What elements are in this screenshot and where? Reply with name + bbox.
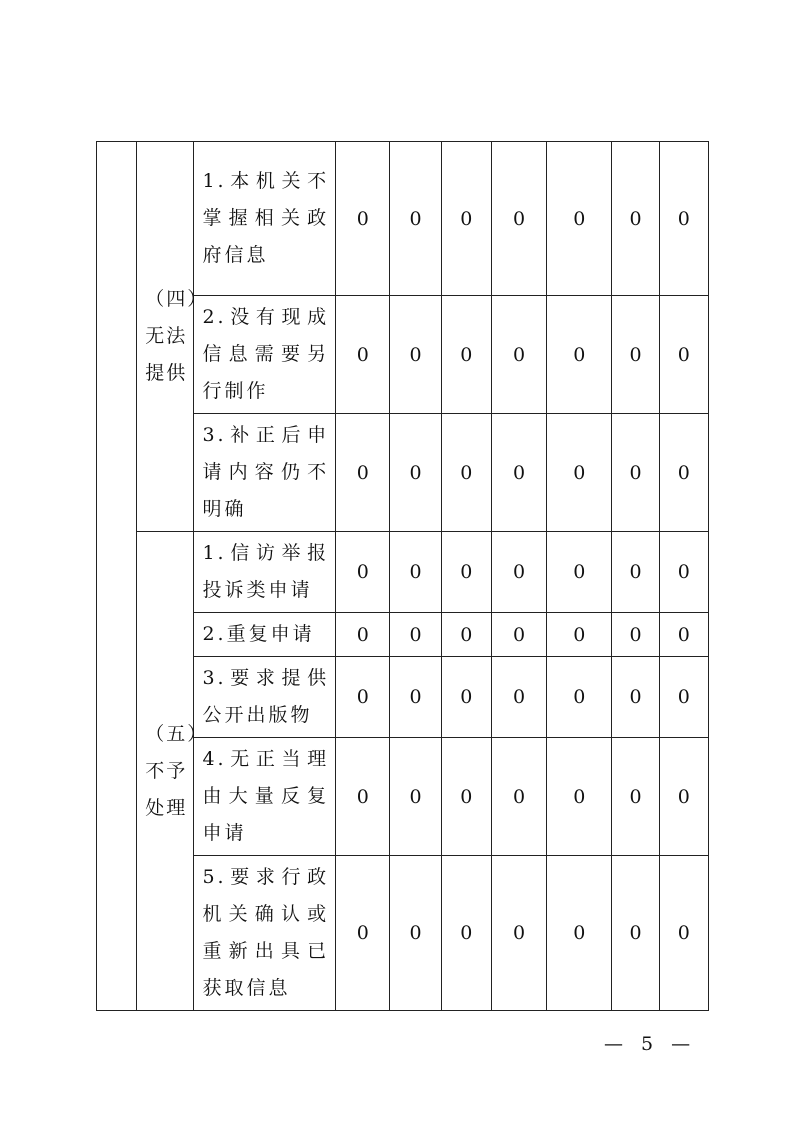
value-cell: 0: [390, 532, 441, 613]
category-cell: （五）不予处理: [137, 532, 194, 1011]
value-cell: 0: [441, 657, 491, 738]
table-row: [97, 532, 709, 613]
page-number: — 5 —: [604, 1033, 697, 1055]
value-cell: 0: [612, 856, 659, 1011]
value-cell: 0: [441, 296, 491, 414]
value-cell: 0: [659, 296, 708, 414]
value-cell: 0: [491, 856, 546, 1011]
value-cell: 0: [612, 296, 659, 414]
value-cell: 0: [612, 414, 659, 532]
value-cell: 0: [491, 657, 546, 738]
item-label-cell: 3.要求提供公开出版物: [194, 657, 336, 738]
value-cell: 0: [659, 738, 708, 856]
value-cell: 0: [491, 532, 546, 613]
value-cell: 0: [441, 856, 491, 1011]
value-cell: 0: [659, 414, 708, 532]
value-cell: 0: [390, 296, 441, 414]
value-cell: 0: [547, 738, 612, 856]
item-label-cell: 1.本机关不掌握相关政府信息: [194, 142, 336, 296]
value-cell: 0: [441, 414, 491, 532]
value-cell: 0: [547, 532, 612, 613]
value-cell: 0: [390, 738, 441, 856]
value-cell: 0: [441, 613, 491, 657]
value-cell: 0: [612, 738, 659, 856]
value-cell: 0: [547, 657, 612, 738]
value-cell: 0: [659, 856, 708, 1011]
value-cell: 0: [612, 142, 659, 296]
item-label-cell: 3.补正后申请内容仍不明确: [194, 414, 336, 532]
value-cell: 0: [390, 613, 441, 657]
value-cell: 0: [659, 142, 708, 296]
value-cell: 0: [612, 613, 659, 657]
value-cell: 0: [659, 532, 708, 613]
value-cell: 0: [441, 738, 491, 856]
value-cell: 0: [336, 738, 390, 856]
value-cell: 0: [390, 142, 441, 296]
item-label-cell: 4.无正当理由大量反复申请: [194, 738, 336, 856]
item-label-cell: 1.信访举报投诉类申请: [194, 532, 336, 613]
value-cell: 0: [491, 142, 546, 296]
value-cell: 0: [336, 657, 390, 738]
disclosure-table: [96, 141, 709, 1011]
value-cell: 0: [659, 657, 708, 738]
value-cell: 0: [390, 414, 441, 532]
item-label-cell: 2.没有现成信息需要另行制作: [194, 296, 336, 414]
value-cell: 0: [336, 414, 390, 532]
value-cell: 0: [612, 532, 659, 613]
value-cell: 0: [390, 856, 441, 1011]
blank-cell: [97, 142, 137, 1011]
value-cell: 0: [547, 856, 612, 1011]
value-cell: 0: [491, 613, 546, 657]
table-row: [97, 142, 709, 296]
value-cell: 0: [336, 613, 390, 657]
item-label-cell: 2.重复申请: [194, 613, 336, 657]
value-cell: 0: [336, 532, 390, 613]
value-cell: 0: [336, 296, 390, 414]
value-cell: 0: [491, 296, 546, 414]
value-cell: 0: [336, 142, 390, 296]
value-cell: 0: [659, 613, 708, 657]
value-cell: 0: [441, 142, 491, 296]
value-cell: 0: [390, 657, 441, 738]
value-cell: 0: [491, 738, 546, 856]
value-cell: 0: [336, 856, 390, 1011]
value-cell: 0: [547, 296, 612, 414]
item-label-cell: 5.要求行政机关确认或重新出具已获取信息: [194, 856, 336, 1011]
value-cell: 0: [547, 142, 612, 296]
value-cell: 0: [491, 414, 546, 532]
value-cell: 0: [441, 532, 491, 613]
value-cell: 0: [547, 613, 612, 657]
value-cell: 0: [612, 657, 659, 738]
value-cell: 0: [547, 414, 612, 532]
category-cell: （四）无法提供: [137, 142, 194, 532]
